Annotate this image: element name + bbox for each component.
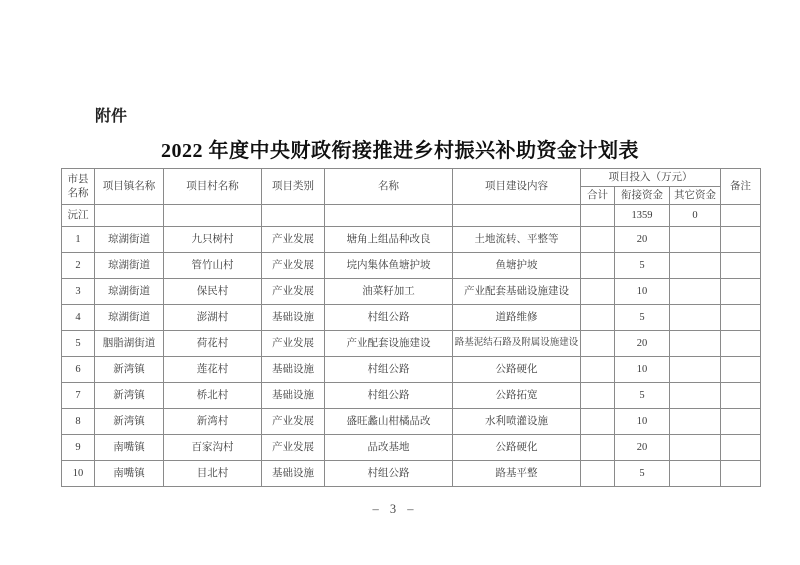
cell-name: 油菜籽加工: [325, 279, 453, 305]
cell-total: [581, 461, 615, 487]
cell-content: 公路硬化: [453, 357, 581, 383]
cell-town: 南嘴镇: [95, 435, 164, 461]
cell-linkage: 5: [615, 461, 670, 487]
cell-remark: [721, 461, 761, 487]
cell-village: 桥北村: [164, 383, 262, 409]
cell-county-or-no: 5: [62, 331, 95, 357]
cell-category: 基础设施: [262, 305, 325, 331]
cell-other: [670, 279, 721, 305]
cell-other: [670, 253, 721, 279]
cell-county-or-no: 9: [62, 435, 95, 461]
table-row: [62, 435, 761, 461]
header-name: 名称: [325, 169, 453, 205]
table-row: [62, 461, 761, 487]
cell-total: [581, 305, 615, 331]
cell-total: [581, 205, 615, 227]
cell-town: 胭脂湖街道: [95, 331, 164, 357]
cell-county-or-no: 6: [62, 357, 95, 383]
cell-town: 琼湖街道: [95, 305, 164, 331]
table-row: [62, 227, 761, 253]
page-number: – 3 –: [372, 502, 418, 516]
cell-category: 产业发展: [262, 227, 325, 253]
table-row: [62, 409, 761, 435]
cell-category: 产业发展: [262, 331, 325, 357]
cell-county-or-no: 8: [62, 409, 95, 435]
attachment-label: 附件: [95, 108, 128, 125]
header-remark: 备注: [721, 169, 761, 205]
table-body: [62, 205, 761, 487]
cell-name: 村组公路: [325, 357, 453, 383]
subsidy-plan-table: [61, 168, 761, 487]
cell-linkage: 10: [615, 357, 670, 383]
cell-village: 百家沟村: [164, 435, 262, 461]
table-row: [62, 279, 761, 305]
cell-total: [581, 409, 615, 435]
cell-name: 垸内集体鱼塘护坡: [325, 253, 453, 279]
cell-village: 荷花村: [164, 331, 262, 357]
header-investment-group: 项目投入（万元）: [581, 169, 721, 187]
cell-county-or-no: 沅江: [62, 205, 95, 227]
header-town: 项目镇名称: [95, 169, 164, 205]
cell-remark: [721, 227, 761, 253]
cell-other: [670, 357, 721, 383]
table-row: [62, 331, 761, 357]
cell-other: 0: [670, 205, 721, 227]
cell-linkage: 10: [615, 279, 670, 305]
cell-remark: [721, 279, 761, 305]
cell-name: 塘角上组品种改良: [325, 227, 453, 253]
cell-other: [670, 305, 721, 331]
cell-category: 基础设施: [262, 357, 325, 383]
cell-content: 土地流转、平整等: [453, 227, 581, 253]
cell-other: [670, 227, 721, 253]
cell-village: [164, 205, 262, 227]
header-total: 合计: [581, 187, 615, 205]
cell-category: 产业发展: [262, 279, 325, 305]
cell-town: 琼湖街道: [95, 279, 164, 305]
cell-town: [95, 205, 164, 227]
cell-category: [262, 205, 325, 227]
cell-name: 村组公路: [325, 305, 453, 331]
cell-linkage: 10: [615, 409, 670, 435]
cell-town: 南嘴镇: [95, 461, 164, 487]
table-row: [62, 383, 761, 409]
cell-linkage: 5: [615, 253, 670, 279]
cell-other: [670, 435, 721, 461]
cell-village: 管竹山村: [164, 253, 262, 279]
cell-name: [325, 205, 453, 227]
cell-category: 基础设施: [262, 461, 325, 487]
cell-county-or-no: 2: [62, 253, 95, 279]
cell-remark: [721, 435, 761, 461]
cell-total: [581, 383, 615, 409]
cell-other: [670, 461, 721, 487]
cell-remark: [721, 205, 761, 227]
cell-total: [581, 279, 615, 305]
cell-content: 水利喷灌设施: [453, 409, 581, 435]
cell-linkage: 5: [615, 305, 670, 331]
cell-linkage: 5: [615, 383, 670, 409]
cell-category: 产业发展: [262, 409, 325, 435]
cell-linkage: 1359: [615, 205, 670, 227]
cell-village: 莲花村: [164, 357, 262, 383]
cell-content: 公路硬化: [453, 435, 581, 461]
cell-content: 路基平整: [453, 461, 581, 487]
cell-name: 产业配套设施建设: [325, 331, 453, 357]
cell-town: 新湾镇: [95, 409, 164, 435]
cell-content: [453, 205, 581, 227]
cell-content: 鱼塘护坡: [453, 253, 581, 279]
cell-total: [581, 331, 615, 357]
cell-other: [670, 383, 721, 409]
header-village: 项目村名称: [164, 169, 262, 205]
cell-total: [581, 227, 615, 253]
cell-category: 产业发展: [262, 435, 325, 461]
cell-county-or-no: 10: [62, 461, 95, 487]
cell-village: 保民村: [164, 279, 262, 305]
cell-village: 新湾村: [164, 409, 262, 435]
header-category: 项目类别: [262, 169, 325, 205]
cell-remark: [721, 253, 761, 279]
cell-total: [581, 253, 615, 279]
header-content: 项目建设内容: [453, 169, 581, 205]
table-header: [62, 169, 761, 205]
cell-remark: [721, 383, 761, 409]
cell-linkage: 20: [615, 435, 670, 461]
cell-village: 目北村: [164, 461, 262, 487]
table-row: [62, 205, 761, 227]
cell-linkage: 20: [615, 227, 670, 253]
cell-other: [670, 331, 721, 357]
cell-name: 村组公路: [325, 461, 453, 487]
cell-county-or-no: 1: [62, 227, 95, 253]
cell-category: 产业发展: [262, 253, 325, 279]
cell-name: 品改基地: [325, 435, 453, 461]
cell-content: 道路维修: [453, 305, 581, 331]
cell-other: [670, 409, 721, 435]
cell-county-or-no: 3: [62, 279, 95, 305]
cell-remark: [721, 357, 761, 383]
cell-remark: [721, 331, 761, 357]
cell-content: 公路拓宽: [453, 383, 581, 409]
cell-town: 琼湖街道: [95, 253, 164, 279]
cell-town: 新湾镇: [95, 383, 164, 409]
cell-content: 产业配套基础设施建设: [453, 279, 581, 305]
table-row: [62, 253, 761, 279]
cell-linkage: 20: [615, 331, 670, 357]
header-other-fund: 其它资金: [670, 187, 721, 205]
cell-village: 澎湖村: [164, 305, 262, 331]
cell-county-or-no: 4: [62, 305, 95, 331]
cell-total: [581, 357, 615, 383]
cell-name: 盛旺蠡山柑橘品改: [325, 409, 453, 435]
cell-county-or-no: 7: [62, 383, 95, 409]
cell-town: 新湾镇: [95, 357, 164, 383]
table-row: [62, 357, 761, 383]
cell-village: 九只树村: [164, 227, 262, 253]
table-row: [62, 305, 761, 331]
cell-remark: [721, 409, 761, 435]
cell-remark: [721, 305, 761, 331]
cell-total: [581, 435, 615, 461]
cell-town: 琼湖街道: [95, 227, 164, 253]
header-county: 市县名称: [62, 169, 95, 205]
page-title: 2022 年度中央财政衔接推进乡村振兴补助资金计划表: [161, 140, 639, 162]
cell-content: 路基泥结石路及附属设施建设: [453, 331, 581, 357]
header-linkage-fund: 衔接资金: [615, 187, 670, 205]
cell-category: 基础设施: [262, 383, 325, 409]
cell-name: 村组公路: [325, 383, 453, 409]
